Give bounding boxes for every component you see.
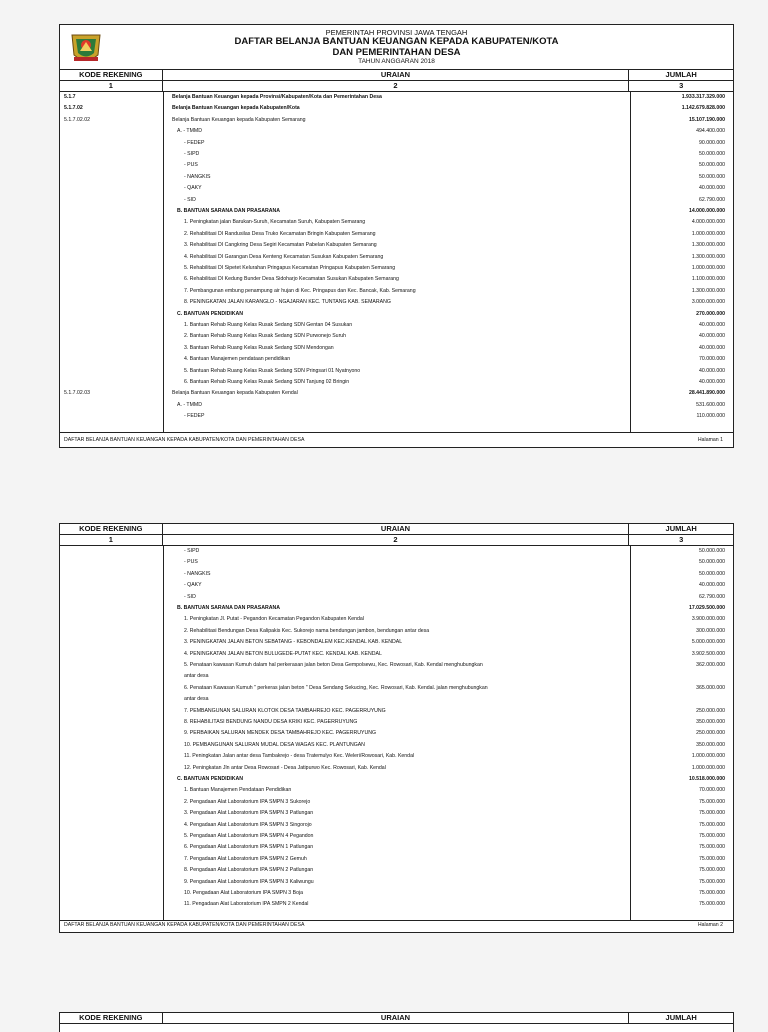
row-uraian: Belanja Bantuan Keuangan kepada Kabupaten/Kota [172,105,300,112]
row-uraian: 5. Pengadaan Alat Laboratorium IPA SMPN 4 Pegandon [184,833,314,839]
row-uraian: 1. Bantuan Manajemen Pendataan Pendidikan [184,787,292,794]
column-number-row [60,81,733,92]
row-uraian: 9. Pengadaan Alat Laboratorium IPA SMPN 3 Kaliwungu [184,878,314,885]
row-jumlah: 40.000.000 [699,344,725,351]
row-uraian: 6. Bantuan Rehab Ruang Kelas Rusak Sedang SDN Tanjung 02 Bringin [184,379,350,385]
row-uraian: 3. PENINGKATAN JALAN BETON SEBATANG - KEBONDALEM KEC.KENDAL KAB. KENDAL [184,639,403,646]
row-uraian: 5. Bantuan Rehab Ruang Kelas Rusak Sedang SDN Pringsari 01 Nyatnyono [184,367,361,374]
row-uraian: 7. Pengadaan Alat Laboratorium IPA SMPN 2 Gemuh [184,855,307,862]
page-footer [60,918,733,932]
col-jumlah-header: JUMLAH [665,1013,697,1022]
row-jumlah: 40.000.000 [699,322,725,328]
row-jumlah: 531.600.000 [696,401,725,408]
row-uraian: 3. Pengadaan Alat Laboratorium IPA SMPN 3 Patlungan [184,810,314,817]
page-number: Halaman 2 [697,922,723,928]
column-number-row [60,535,733,546]
row-uraian: 6. Rehabilitasi DI Kedung Bunder Desa Sidoharjo Kecamatan Susukan Kabupaten Semarang [184,276,399,283]
row-uraian: - QAKY [184,185,202,192]
col-number-2: 2 [163,535,630,545]
row-uraian: Belanja Bantuan Keuangan kepada Kabupaten Semarang [172,116,306,123]
col-uraian-header: URAIAN [163,70,630,80]
row-uraian: - SIPD [184,548,200,554]
row-jumlah: 15.107.190.000 [688,116,725,123]
row-uraian: 2. Rehabilitasi DI Randusilas Desa Truko Kecamatan Bringin Kabupaten Semarang [184,230,376,237]
row-jumlah: 1.300.000.000 [691,287,725,294]
row-jumlah: 50.000.000 [699,559,725,566]
row-jumlah: 75.000.000 [699,844,725,851]
row-jumlah: 62.790.000 [699,196,725,203]
row-uraian: 6. Penataan Kawasan Kumuh " perkeras jalan beton " Desa Sendang Sekucing, Kec. Rowosari, Kab. Kendal. jalan menghubungkan [184,684,488,691]
document-header [60,25,733,70]
col-number-1: 1 [60,535,163,545]
row-uraian: 4. PENINGKATAN JALAN BETON BULUGEDE-PUTAT KEC. KENDAL KAB. KENDAL [184,650,382,657]
row-kode: 5.1.7.02.03 [64,390,90,397]
row-uraian: 10. Pengadaan Alat Laboratorium IPA SMPN 3 Boja [184,890,304,896]
row-kode: 5.1.7.02.02 [64,116,90,123]
row-uraian: 4. Rehabilitasi DI Garangan Desa Kenteng Kecamatan Susukan Kabupaten Semarang [184,253,384,260]
row-jumlah: 1.000.000.000 [691,265,725,271]
row-jumlah: 1.000.000.000 [691,753,725,760]
row-uraian: 1. Bantuan Rehab Ruang Kelas Rusak Sedang SDN Gentan 04 Susukan [184,322,353,328]
row-uraian: - SIPD [184,151,200,157]
document-page-3 [59,1012,734,1032]
row-uraian: 8. REHABILITASI BENDUNG NANDU DESA KRIKI KEC. PAGERRUYUNG [184,719,358,725]
row-uraian: - NANGKIS [184,173,211,180]
row-jumlah: 3.900.000.000 [691,616,725,623]
row-jumlah: 50.000.000 [699,173,725,180]
row-uraian: C. BANTUAN PENDIDIKAN [177,776,243,782]
row-jumlah: 1.142.679.828.000 [681,105,725,112]
row-uraian: - SID [184,196,196,203]
row-uraian: 3. Bantuan Rehab Ruang Kelas Rusak Sedang SDN Mendongan [184,344,334,351]
row-jumlah: 70.000.000 [699,787,725,794]
row-uraian: B. BANTUAN SARANA DAN PRASARANA [177,605,280,611]
row-jumlah: 50.000.000 [699,548,725,554]
row-jumlah: 5.000.000.000 [691,639,725,646]
row-uraian: 5. Penataan kawasan Kumuh dalam hal perkerasan jalan beton Desa Gempolsewu, Kec. Rowosari, Kab. Kendal menghubungkan [184,662,483,668]
row-jumlah: 3.902.500.000 [691,650,725,657]
row-jumlah: 1.000.000.000 [691,230,725,237]
row-jumlah: 50.000.000 [699,151,725,157]
row-jumlah: 1.000.000.000 [691,764,725,771]
row-jumlah: 110.000.000 [696,413,725,420]
row-uraian: - PUS [184,559,198,566]
col-jumlah-header: JUMLAH [665,70,697,79]
header-title: DAFTAR BELANJA BANTUAN KEUANGAN KEPADA KABUPATEN/KOTA [234,36,559,47]
row-uraian: 1. Peningkatan jalan Barukan-Suruh, Kecamatan Suruh, Kabupaten Semarang [184,219,366,226]
footer-title: DAFTAR BELANJA BANTUAN KEUANGAN KEPADA KABUPATEN/KOTA DAN PEMERINTAHAN DESA [64,437,305,443]
row-jumlah: 75.000.000 [699,810,725,817]
row-uraian: A. - TMMD [177,401,202,408]
row-uraian: B. BANTUAN SARANA DAN PRASARANA [177,208,280,214]
document-page-1 [59,24,734,448]
row-uraian: 3. Rehabilitasi DI Cangkring Desa Segiri Kecamatan Pabelan Kabupaten Semarang [184,242,377,249]
row-jumlah: 62.790.000 [699,593,725,600]
column-header-row [60,70,733,81]
row-uraian: C. BANTUAN PENDIDIKAN [177,310,243,317]
row-uraian: 12. Peningkatan Jln antar Desa Rowosari - Desa Jatipurwo Kec. Rowosari, Kab. Kendal [184,764,386,771]
row-jumlah: 75.000.000 [699,901,725,908]
header-year: TAHUN ANGGARAN 2018 [358,58,435,65]
col-kode-header: KODE REKENING [60,524,163,534]
col-number-3: 3 [679,535,684,544]
row-jumlah: 4.000.000.000 [691,219,725,226]
row-jumlah: 250.000.000 [696,730,725,737]
row-kode: 5.1.7.02 [64,105,83,112]
row-jumlah: 40.000.000 [699,379,725,385]
page-number: Halaman 1 [697,437,723,443]
row-uraian: Belanja Bantuan Keuangan kepada Provinsi/Kabupaten/Kota dan Pemerintahan Desa [172,94,382,100]
row-jumlah: 1.100.000.000 [691,276,725,283]
row-uraian: 10. PEMBANGUNAN SALURAN MUDAL DESA WAGAS KEC. PLANTUNGAN [184,741,365,748]
row-uraian: 8. Pengadaan Alat Laboratorium IPA SMPN 2 Patlungan [184,867,314,874]
row-uraian: 1. Peningkatan Jl. Putat - Pegandon Kecamatan Pegandon Kabupaten Kendal [184,616,364,623]
row-kode: 5.1.7 [64,94,76,100]
row-jumlah: 75.000.000 [699,798,725,805]
row-jumlah: 50.000.000 [699,162,725,169]
row-jumlah: 50.000.000 [699,570,725,577]
col-number-2: 2 [163,81,630,91]
row-uraian: - QAKY [184,582,202,589]
col-uraian-header: URAIAN [163,524,630,534]
row-uraian: - NANGKIS [184,570,211,577]
table-body [60,546,733,921]
row-uraian: 11. Peningkatan Jalan antar desa Tambakrejo - desa Tratemulyo Kec. Weleri/Rowosari, Kab. Kendal [184,753,415,760]
row-uraian: - SID [184,593,196,600]
column-header-row [60,524,733,535]
document-page-2 [59,523,734,933]
row-uraian: 8. PENINGKATAN JALAN KARANGLO - NGAJARAN KEC. TUNTANG KAB. SEMARANG [184,299,391,306]
row-jumlah: 40.000.000 [699,367,725,374]
row-uraian: 2. Rehabilitasi Bendungan Desa Kalipakis Kec. Sukorejo nama bendungan jambon, bendungan antar desa [184,627,430,634]
row-uraian: Belanja Bantuan Keuangan kepada Kabupaten Kendal [172,390,298,397]
row-jumlah: 365.000.000 [696,684,725,691]
row-uraian: 9. PERBAIKAN SALURAN MENDEK DESA TAMBAHREJO KEC. PAGERRUYUNG [184,730,376,737]
header-subtitle: DAN PEMERINTAHAN DESA [332,47,461,58]
row-jumlah: 1.933.317.329.000 [681,94,725,100]
row-uraian: 2. Pengadaan Alat Laboratorium IPA SMPN 3 Sukorejo [184,798,311,805]
row-uraian: 7. PEMBANGUNAN SALURAN KLOTOK DESA TAMBAHREJO KEC. PAGERRUYUNG [184,707,386,714]
row-uraian: - FEDEP [184,139,205,146]
row-uraian: 6. Pengadaan Alat Laboratorium IPA SMPN 1 Patlungan [184,844,314,851]
row-uraian: 5. Rehabilitasi DI Sipetet Kelurahan Pringapus Kecamatan Pringapus Kabupaten Semarang [184,265,396,271]
header-government: PEMERINTAH PROVINSI JAWA TENGAH [325,28,468,37]
row-jumlah: 350.000.000 [696,719,725,725]
row-uraian: antar desa [184,673,209,680]
row-uraian: 2. Bantuan Rehab Ruang Kelas Rusak Sedang SDN Purwonejo Suruh [184,333,347,340]
row-uraian: 7. Pembangunan embung penampung air hujan di Kec. Pringapus dan Kec. Bancak, Kab. Semarang [184,287,416,294]
footer-title: DAFTAR BELANJA BANTUAN KEUANGAN KEPADA KABUPATEN/KOTA DAN PEMERINTAHAN DESA [64,922,305,928]
row-jumlah: 75.000.000 [699,833,725,839]
table-body [60,92,733,433]
row-jumlah: 75.000.000 [699,821,725,828]
page-footer [60,433,733,447]
row-uraian: - PUS [184,162,198,169]
col-number-3: 3 [679,81,684,90]
col-jumlah-header: JUMLAH [665,524,697,533]
row-jumlah: 75.000.000 [699,878,725,885]
row-uraian: 4. Bantuan Manajemen pendataan pendidikan [184,356,291,363]
row-jumlah: 1.300.000.000 [691,242,725,249]
row-jumlah: 75.000.000 [699,867,725,874]
col-uraian-header: URAIAN [163,1013,630,1023]
row-jumlah: 40.000.000 [699,185,725,192]
row-jumlah: 40.000.000 [699,582,725,589]
row-jumlah: 10.518.000.000 [688,776,725,782]
row-jumlah: 362.000.000 [696,662,725,668]
col-kode-header: KODE REKENING [60,1013,163,1023]
row-uraian: antar desa [184,696,209,703]
row-jumlah: 75.000.000 [699,855,725,862]
row-jumlah: 75.000.000 [699,890,725,896]
row-uraian: 11. Pengadaan Alat Laboratorium IPA SMPN 2 Kendal [184,901,309,908]
row-jumlah: 14.000.000.000 [688,208,725,214]
row-jumlah: 28.441.890.000 [688,390,725,397]
row-jumlah: 494.400.000 [696,128,725,135]
row-jumlah: 350.000.000 [696,741,725,748]
row-jumlah: 300.000.000 [696,627,725,634]
col-kode-header: KODE REKENING [60,70,163,80]
row-jumlah: 17.029.500.000 [688,605,725,611]
row-jumlah: 90.000.000 [699,139,725,146]
col-number-1: 1 [60,81,163,91]
row-jumlah: 1.300.000.000 [691,253,725,260]
row-uraian: 4. Pengadaan Alat Laboratorium IPA SMPN 3 Singorojo [184,821,312,828]
row-jumlah: 70.000.000 [699,356,725,363]
row-uraian: A. - TMMD [177,128,202,135]
row-jumlah: 250.000.000 [696,707,725,714]
row-jumlah: 40.000.000 [699,333,725,340]
row-jumlah: 3.000.000.000 [691,299,725,306]
row-jumlah: 270.000.000 [696,310,725,317]
column-header-row [60,1013,733,1024]
row-uraian: - FEDEP [184,413,205,420]
